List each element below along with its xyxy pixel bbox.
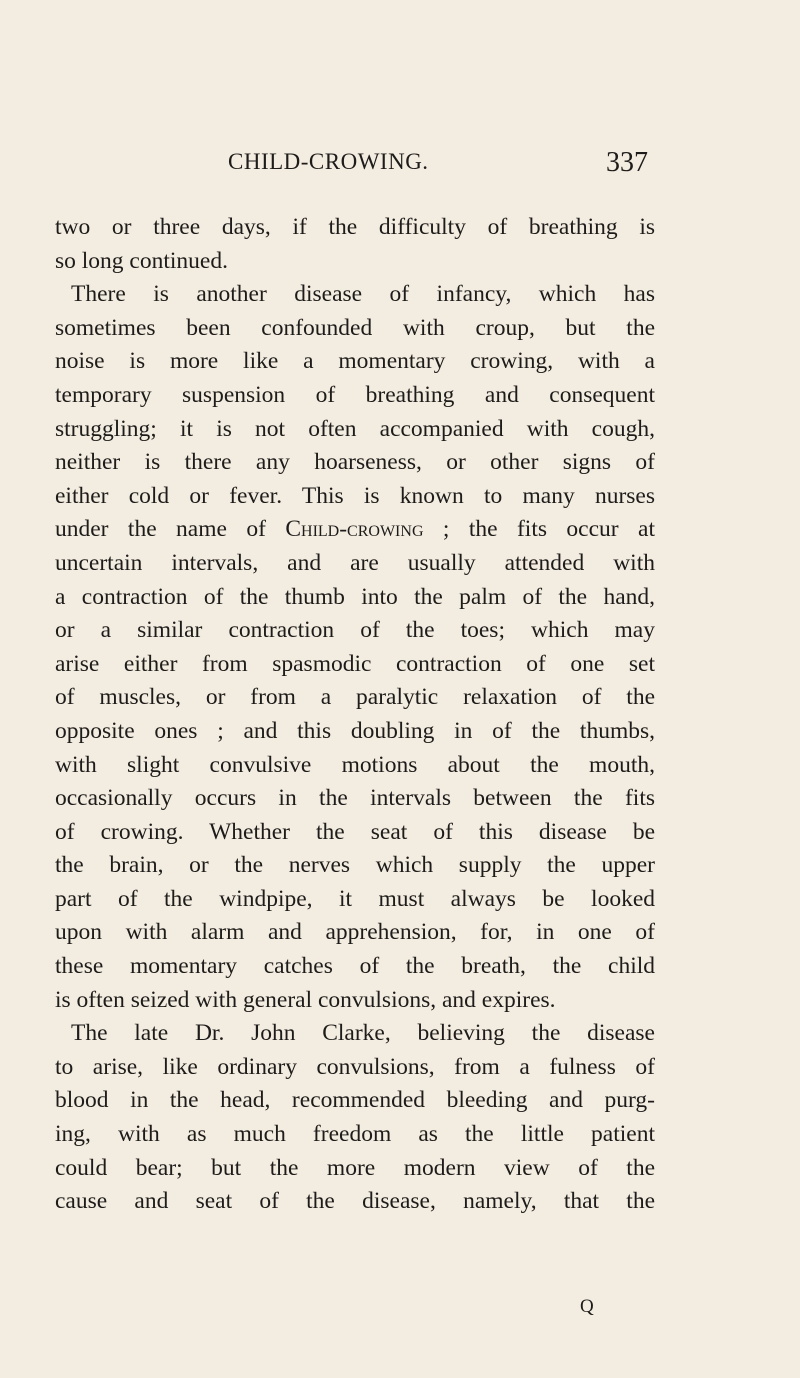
text-line: temporary suspension of breathing and consequent (55, 381, 655, 408)
text-line: blood in the head, recommended bleeding and purg- (55, 1087, 655, 1114)
running-head (228, 147, 648, 181)
text-line (55, 513, 655, 547)
text-line: upon with alarm and apprehension, for, in one of (55, 919, 655, 946)
text-line: ing, with as much freedom as the little patient (55, 1121, 655, 1148)
text-line: two or three days, if the difficulty of breathing is (55, 214, 655, 240)
small-caps-term: Child-crowing (285, 516, 424, 543)
text-line: is often seized with general convulsions, and expires. (55, 986, 556, 1013)
text-line: noise is more like a momentary crowing, with a (55, 348, 655, 375)
text-line: sometimes been confounded with croup, but the (55, 314, 655, 341)
text-run: under the name of (55, 516, 286, 543)
text-line: to arise, like ordinary convulsions, from a fulness of (55, 1053, 655, 1080)
signature-mark: Q (580, 1296, 594, 1317)
running-head-title: CHILD-CROWING. (228, 149, 429, 174)
text-line: either cold or fever. This is known to many nurses (55, 482, 655, 509)
text-line: of muscles, or from a paralytic relaxation of the (55, 684, 655, 711)
page-number: 337 (606, 147, 648, 178)
text-line: opposite ones ; and this doubling in of the thumbs, (55, 717, 655, 744)
text-line: cause and seat of the disease, namely, that the (55, 1188, 655, 1215)
text-line: occasionally occurs in the intervals between the fits (55, 785, 655, 812)
text-run: ; the fits occur at (423, 516, 655, 543)
text-line: struggling; it is not often accompanied with cough, (55, 415, 655, 442)
text-line: a contraction of the thumb into the palm of the hand, (55, 583, 655, 610)
text-line: neither is there any hoarseness, or other signs of (55, 449, 655, 476)
text-line: arise either from spasmodic contraction of one set (55, 650, 655, 677)
text-line: could bear; but the more modern view of the (55, 1154, 655, 1181)
text-line: these momentary catches of the breath, the child (55, 953, 655, 980)
text-line: uncertain intervals, and are usually attended with (55, 549, 655, 576)
text-line: the brain, or the nerves which supply the upper (55, 852, 655, 879)
text-line: or a similar contraction of the toes; which may (55, 617, 655, 644)
text-line: so long continued. (55, 247, 228, 274)
text-line: part of the windpipe, it must always be looked (55, 885, 655, 912)
text-line: with slight convulsive motions about the mouth, (55, 751, 655, 778)
text-line: There is another disease of infancy, which has (71, 281, 655, 308)
text-line: of crowing. Whether the seat of this disease be (55, 818, 655, 845)
text-line: The late Dr. John Clarke, believing the disease (71, 1020, 655, 1047)
body-text (55, 211, 655, 1219)
